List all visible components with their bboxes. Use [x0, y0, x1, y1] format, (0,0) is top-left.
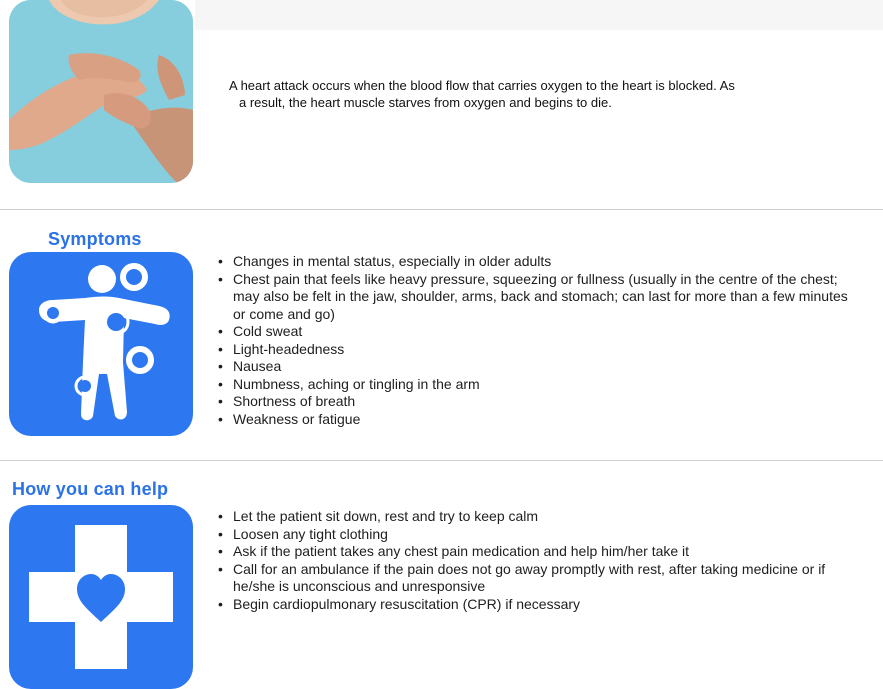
intro-line-1: A heart attack occurs when the blood flow that carries oxygen to the heart is blocked. As	[229, 78, 735, 93]
symptoms-heading: Symptoms	[48, 229, 142, 249]
list-item: • Changes in mental status, especially in older adults	[218, 253, 858, 271]
list-item: • Weakness or fatigue	[218, 411, 858, 429]
top-band	[195, 0, 883, 30]
symptoms-list	[218, 253, 858, 428]
intro-line-2: a result, the heart muscle starves from oxygen and begins to die.	[239, 95, 612, 110]
list-item: • Ask if the patient takes any chest pain medication and help him/her take it	[218, 543, 858, 561]
list-item: • Light-headedness	[218, 341, 858, 359]
list-item: • Chest pain that feels like heavy pressure, squeezing or fullness (usually in the centre of the chest; may also be felt in the jaw, shoulder, arms, back and stomach; can last for more than a few minutes or come and go)	[218, 271, 858, 324]
list-item: • Nausea	[218, 358, 858, 376]
medical-cross-heart-icon	[9, 505, 193, 689]
list-item: • Call for an ambulance if the pain does not go away promptly with rest, after taking medicine or if he/she is unconscious and unresponsive	[218, 561, 858, 596]
list-item: • Let the patient sit down, rest and try to keep calm	[218, 508, 858, 526]
intro-text	[229, 77, 789, 111]
body-pain-points-icon	[9, 252, 193, 436]
divider-1	[0, 209, 883, 210]
list-item: • Begin cardiopulmonary resuscitation (CPR) if necessary	[218, 596, 858, 614]
help-heading: How you can help	[12, 479, 169, 499]
list-item: • Numbness, aching or tingling in the arm	[218, 376, 858, 394]
list-item: • Shortness of breath	[218, 393, 858, 411]
list-item: • Cold sweat	[218, 323, 858, 341]
chest-pain-photo	[9, 0, 193, 183]
help-list	[218, 508, 858, 613]
divider-2	[0, 460, 883, 461]
list-item: • Loosen any tight clothing	[218, 526, 858, 544]
